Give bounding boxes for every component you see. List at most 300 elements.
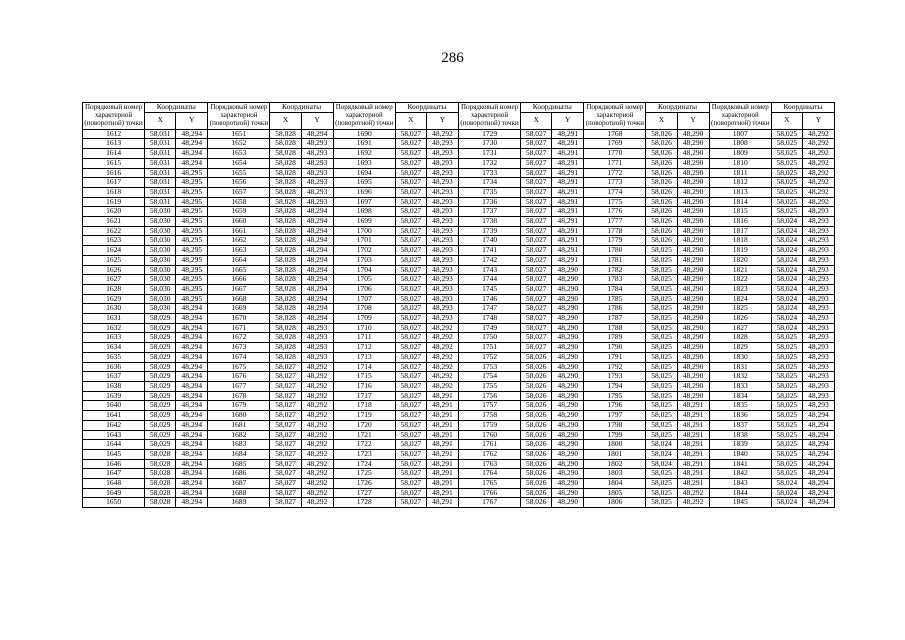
coord-y: 48,292	[301, 362, 333, 372]
point-number: 1832	[709, 372, 771, 382]
point-number: 1631	[83, 314, 145, 324]
point-number: 1708	[333, 304, 395, 314]
coord-y: 48,291	[552, 187, 584, 197]
coord-x: 58,028	[145, 498, 176, 508]
coord-x: 58,031	[145, 158, 176, 168]
coord-x: 58,027	[395, 187, 426, 197]
table-row	[83, 323, 835, 333]
point-number: 1618	[83, 187, 145, 197]
point-number: 1668	[208, 294, 270, 304]
table-row	[83, 401, 835, 411]
coord-y: 48,290	[552, 314, 584, 324]
coord-y: 48,293	[802, 246, 834, 256]
coord-y: 48,292	[301, 401, 333, 411]
point-number: 1843	[709, 479, 771, 489]
coord-x: 58,027	[270, 391, 301, 401]
point-number: 1793	[584, 372, 646, 382]
point-number: 1790	[584, 343, 646, 353]
coord-y: 48,292	[426, 362, 458, 372]
point-number: 1756	[458, 391, 520, 401]
point-number: 1830	[709, 352, 771, 362]
point-number: 1685	[208, 459, 270, 469]
coord-y: 48,293	[301, 352, 333, 362]
coord-y: 48,293	[426, 314, 458, 324]
header-coordinates: Координаты	[145, 103, 208, 113]
header-point-number: Порядковый номер характерной (поворотной) точки	[208, 103, 270, 130]
coord-y: 48,290	[677, 217, 709, 227]
coord-x: 58,026	[521, 362, 552, 372]
coord-y: 48,293	[426, 226, 458, 236]
table-row	[83, 255, 835, 265]
point-number: 1641	[83, 411, 145, 421]
coord-y: 48,290	[677, 226, 709, 236]
coord-y: 48,293	[301, 168, 333, 178]
coord-y: 48,293	[301, 149, 333, 159]
table-row	[83, 479, 835, 489]
coord-x: 58,025	[646, 372, 677, 382]
coord-y: 48,294	[802, 459, 834, 469]
point-number: 1707	[333, 294, 395, 304]
coord-x: 58,026	[646, 168, 677, 178]
coord-x: 58,029	[145, 401, 176, 411]
point-number: 1691	[333, 139, 395, 149]
point-number: 1729	[458, 129, 520, 139]
coord-y: 48,294	[176, 440, 208, 450]
coord-y: 48,291	[677, 440, 709, 450]
point-number: 1706	[333, 284, 395, 294]
coord-x: 58,027	[521, 294, 552, 304]
coord-x: 58,024	[771, 314, 802, 324]
point-number: 1779	[584, 236, 646, 246]
coord-y: 48,291	[552, 226, 584, 236]
coord-x: 58,026	[646, 226, 677, 236]
point-number: 1642	[83, 420, 145, 430]
point-number: 1661	[208, 226, 270, 236]
point-number: 1709	[333, 314, 395, 324]
coordinates-table	[82, 102, 835, 508]
coord-x: 58,025	[646, 275, 677, 285]
header-point-number: Порядковый номер характерной (поворотной) точки	[333, 103, 395, 130]
table-row	[83, 236, 835, 246]
coord-y: 48,291	[677, 430, 709, 440]
header-point-number: Порядковый номер характерной (поворотной) точки	[709, 103, 771, 130]
coord-x: 58,026	[646, 158, 677, 168]
point-number: 1652	[208, 139, 270, 149]
point-number: 1736	[458, 197, 520, 207]
coord-x: 58,031	[145, 139, 176, 149]
coord-y: 48,294	[176, 430, 208, 440]
point-number: 1770	[584, 149, 646, 159]
point-number: 1658	[208, 197, 270, 207]
point-number: 1797	[584, 411, 646, 421]
point-number: 1787	[584, 314, 646, 324]
coord-x: 58,024	[771, 323, 802, 333]
coord-y: 48,291	[677, 449, 709, 459]
coord-y: 48,295	[176, 294, 208, 304]
coord-x: 58,026	[521, 381, 552, 391]
coord-y: 48,290	[677, 255, 709, 265]
coord-y: 48,293	[301, 178, 333, 188]
point-number: 1725	[333, 469, 395, 479]
point-number: 1776	[584, 207, 646, 217]
coord-x: 58,030	[145, 275, 176, 285]
coord-y: 48,292	[426, 323, 458, 333]
coord-y: 48,291	[426, 440, 458, 450]
coord-x: 58,026	[646, 187, 677, 197]
point-number: 1622	[83, 226, 145, 236]
point-number: 1695	[333, 178, 395, 188]
table-row	[83, 265, 835, 275]
point-number: 1673	[208, 343, 270, 353]
coord-y: 48,293	[301, 139, 333, 149]
point-number: 1753	[458, 362, 520, 372]
coord-y: 48,294	[176, 449, 208, 459]
coord-x: 58,027	[270, 459, 301, 469]
coord-y: 48,290	[677, 158, 709, 168]
point-number: 1617	[83, 178, 145, 188]
coord-y: 48,293	[802, 217, 834, 227]
coord-y: 48,293	[802, 333, 834, 343]
coord-y: 48,294	[802, 440, 834, 450]
coord-y: 48,290	[552, 469, 584, 479]
coord-x: 58,025	[771, 352, 802, 362]
coord-y: 48,293	[426, 284, 458, 294]
coord-x: 58,027	[395, 314, 426, 324]
coord-y: 48,290	[552, 323, 584, 333]
header-coordinates: Координаты	[771, 103, 834, 113]
coord-y: 48,293	[426, 294, 458, 304]
point-number: 1693	[333, 158, 395, 168]
coord-y: 48,292	[802, 187, 834, 197]
point-number: 1775	[584, 197, 646, 207]
coord-y: 48,293	[301, 197, 333, 207]
point-number: 1651	[208, 129, 270, 139]
coord-y: 48,292	[426, 381, 458, 391]
header-coordinates: Координаты	[270, 103, 333, 113]
coord-y: 48,290	[552, 449, 584, 459]
point-number: 1705	[333, 275, 395, 285]
coord-x: 58,025	[771, 343, 802, 353]
coord-x: 58,025	[771, 449, 802, 459]
coord-y: 48,294	[176, 469, 208, 479]
coord-x: 58,028	[145, 469, 176, 479]
coord-x: 58,025	[771, 381, 802, 391]
point-number: 1680	[208, 411, 270, 421]
coord-x: 58,028	[145, 459, 176, 469]
coord-x: 58,027	[521, 255, 552, 265]
point-number: 1816	[709, 217, 771, 227]
coord-y: 48,290	[677, 304, 709, 314]
point-number: 1626	[83, 265, 145, 275]
coord-x: 58,027	[270, 498, 301, 508]
point-number: 1757	[458, 401, 520, 411]
coord-x: 58,028	[270, 197, 301, 207]
point-number: 1613	[83, 139, 145, 149]
point-number: 1768	[584, 129, 646, 139]
coord-x: 58,025	[771, 158, 802, 168]
coord-x: 58,028	[270, 207, 301, 217]
coord-y: 48,293	[426, 207, 458, 217]
table-row	[83, 420, 835, 430]
coord-y: 48,290	[552, 440, 584, 450]
table-row	[83, 207, 835, 217]
point-number: 1676	[208, 372, 270, 382]
header-point-number: Порядковый номер характерной (поворотной) точки	[584, 103, 646, 130]
point-number: 1656	[208, 178, 270, 188]
point-number: 1682	[208, 430, 270, 440]
coord-y: 48,290	[677, 314, 709, 324]
point-number: 1612	[83, 129, 145, 139]
point-number: 1713	[333, 352, 395, 362]
point-number: 1831	[709, 362, 771, 372]
point-number: 1665	[208, 265, 270, 275]
point-number: 1649	[83, 488, 145, 498]
coord-x: 58,027	[270, 479, 301, 489]
table-row	[83, 372, 835, 382]
coord-x: 58,028	[270, 275, 301, 285]
point-number: 1820	[709, 255, 771, 265]
coord-x: 58,026	[646, 129, 677, 139]
table-row	[83, 197, 835, 207]
coord-y: 48,290	[677, 207, 709, 217]
coord-y: 48,293	[802, 294, 834, 304]
coord-x: 58,024	[771, 246, 802, 256]
coord-x: 58,025	[646, 488, 677, 498]
coord-x: 58,027	[395, 168, 426, 178]
point-number: 1614	[83, 149, 145, 159]
coord-x: 58,028	[270, 236, 301, 246]
coord-x: 58,029	[145, 343, 176, 353]
coord-y: 48,294	[176, 158, 208, 168]
coord-y: 48,294	[176, 459, 208, 469]
coord-x: 58,027	[521, 187, 552, 197]
coord-x: 58,027	[395, 294, 426, 304]
point-number: 1629	[83, 294, 145, 304]
point-number: 1764	[458, 469, 520, 479]
table-row	[83, 488, 835, 498]
coord-y: 48,292	[301, 420, 333, 430]
coord-y: 48,293	[426, 149, 458, 159]
point-number: 1746	[458, 294, 520, 304]
point-number: 1615	[83, 158, 145, 168]
coord-y: 48,295	[176, 236, 208, 246]
coord-x: 58,025	[771, 401, 802, 411]
coord-x: 58,031	[145, 197, 176, 207]
point-number: 1688	[208, 488, 270, 498]
point-number: 1795	[584, 391, 646, 401]
point-number: 1624	[83, 246, 145, 256]
coord-x: 58,029	[145, 440, 176, 450]
table-row	[83, 187, 835, 197]
coord-x: 58,027	[395, 372, 426, 382]
header-y: Y	[677, 112, 709, 129]
coord-y: 48,290	[677, 362, 709, 372]
point-number: 1826	[709, 314, 771, 324]
coord-x: 58,025	[771, 197, 802, 207]
point-number: 1634	[83, 343, 145, 353]
point-number: 1734	[458, 178, 520, 188]
coord-y: 48,290	[552, 381, 584, 391]
point-number: 1737	[458, 207, 520, 217]
coord-y: 48,291	[426, 449, 458, 459]
point-number: 1741	[458, 246, 520, 256]
point-number: 1621	[83, 217, 145, 227]
point-number: 1739	[458, 226, 520, 236]
coord-x: 58,027	[521, 246, 552, 256]
table-row	[83, 449, 835, 459]
coord-x: 58,027	[395, 498, 426, 508]
coord-x: 58,027	[395, 449, 426, 459]
coord-y: 48,291	[677, 479, 709, 489]
coord-y: 48,294	[301, 129, 333, 139]
coord-x: 58,025	[771, 469, 802, 479]
point-number: 1728	[333, 498, 395, 508]
point-number: 1805	[584, 488, 646, 498]
table-row	[83, 411, 835, 421]
coord-y: 48,290	[677, 265, 709, 275]
coord-x: 58,027	[521, 265, 552, 275]
coord-x: 58,031	[145, 149, 176, 159]
coord-y: 48,294	[176, 420, 208, 430]
table-row	[83, 217, 835, 227]
coord-x: 58,027	[270, 440, 301, 450]
coord-y: 48,293	[426, 275, 458, 285]
coord-x: 58,025	[646, 323, 677, 333]
table-row	[83, 498, 835, 508]
coord-y: 48,293	[426, 236, 458, 246]
point-number: 1703	[333, 255, 395, 265]
point-number: 1655	[208, 168, 270, 178]
coord-y: 48,294	[176, 381, 208, 391]
coord-y: 48,294	[176, 352, 208, 362]
coord-y: 48,291	[552, 197, 584, 207]
coord-x: 58,028	[270, 246, 301, 256]
coord-x: 58,027	[395, 246, 426, 256]
coord-y: 48,295	[176, 187, 208, 197]
coord-y: 48,290	[552, 411, 584, 421]
coord-y: 48,291	[426, 459, 458, 469]
coord-x: 58,025	[771, 420, 802, 430]
point-number: 1808	[709, 139, 771, 149]
coord-y: 48,292	[426, 372, 458, 382]
coord-x: 58,027	[395, 352, 426, 362]
coord-y: 48,290	[677, 178, 709, 188]
point-number: 1686	[208, 469, 270, 479]
table-row	[83, 158, 835, 168]
point-number: 1650	[83, 498, 145, 508]
point-number: 1735	[458, 187, 520, 197]
point-number: 1802	[584, 459, 646, 469]
coord-y: 48,294	[176, 333, 208, 343]
coord-y: 48,293	[802, 265, 834, 275]
coord-x: 58,027	[395, 430, 426, 440]
coord-y: 48,294	[802, 420, 834, 430]
coord-x: 58,027	[521, 139, 552, 149]
point-number: 1669	[208, 304, 270, 314]
coord-x: 58,027	[395, 304, 426, 314]
coord-x: 58,027	[521, 129, 552, 139]
coord-x: 58,028	[270, 217, 301, 227]
header-y: Y	[301, 112, 333, 129]
coord-y: 48,294	[176, 314, 208, 324]
point-number: 1724	[333, 459, 395, 469]
point-number: 1837	[709, 420, 771, 430]
coord-x: 58,026	[646, 139, 677, 149]
coord-x: 58,027	[395, 226, 426, 236]
coord-y: 48,294	[176, 323, 208, 333]
point-number: 1620	[83, 207, 145, 217]
coord-y: 48,292	[301, 459, 333, 469]
point-number: 1773	[584, 178, 646, 188]
coord-x: 58,030	[145, 226, 176, 236]
coord-x: 58,027	[395, 284, 426, 294]
coord-x: 58,028	[270, 158, 301, 168]
table-row	[83, 275, 835, 285]
coord-y: 48,294	[176, 343, 208, 353]
table-row	[83, 304, 835, 314]
coord-x: 58,025	[771, 168, 802, 178]
coord-x: 58,024	[771, 275, 802, 285]
coord-x: 58,027	[270, 372, 301, 382]
point-number: 1638	[83, 381, 145, 391]
coord-x: 58,029	[145, 352, 176, 362]
header-x: X	[395, 112, 426, 129]
coord-y: 48,290	[552, 372, 584, 382]
point-number: 1749	[458, 323, 520, 333]
coord-y: 48,292	[677, 498, 709, 508]
coord-y: 48,290	[677, 197, 709, 207]
coord-x: 58,029	[145, 420, 176, 430]
coord-x: 58,024	[646, 449, 677, 459]
coord-x: 58,026	[646, 178, 677, 188]
coord-y: 48,291	[552, 149, 584, 159]
point-number: 1827	[709, 323, 771, 333]
point-number: 1687	[208, 479, 270, 489]
coord-x: 58,027	[521, 149, 552, 159]
coord-y: 48,294	[301, 207, 333, 217]
table-row	[83, 178, 835, 188]
coord-x: 58,025	[646, 352, 677, 362]
coord-y: 48,294	[176, 479, 208, 489]
coord-x: 58,029	[145, 372, 176, 382]
coord-x: 58,029	[145, 381, 176, 391]
table-row	[83, 391, 835, 401]
coord-x: 58,027	[521, 197, 552, 207]
coord-y: 48,293	[301, 333, 333, 343]
coord-x: 58,025	[771, 187, 802, 197]
point-number: 1690	[333, 129, 395, 139]
coord-y: 48,291	[552, 139, 584, 149]
coord-y: 48,290	[552, 459, 584, 469]
coord-y: 48,295	[176, 255, 208, 265]
coord-x: 58,025	[771, 440, 802, 450]
coord-x: 58,026	[646, 197, 677, 207]
coord-y: 48,294	[301, 226, 333, 236]
coord-y: 48,294	[301, 314, 333, 324]
point-number: 1689	[208, 498, 270, 508]
point-number: 1712	[333, 343, 395, 353]
coord-y: 48,290	[552, 420, 584, 430]
coord-y: 48,291	[552, 129, 584, 139]
point-number: 1627	[83, 275, 145, 285]
point-number: 1623	[83, 236, 145, 246]
header-x: X	[521, 112, 552, 129]
point-number: 1796	[584, 401, 646, 411]
point-number: 1815	[709, 207, 771, 217]
coord-y: 48,294	[176, 362, 208, 372]
coord-y: 48,294	[301, 294, 333, 304]
point-number: 1679	[208, 401, 270, 411]
